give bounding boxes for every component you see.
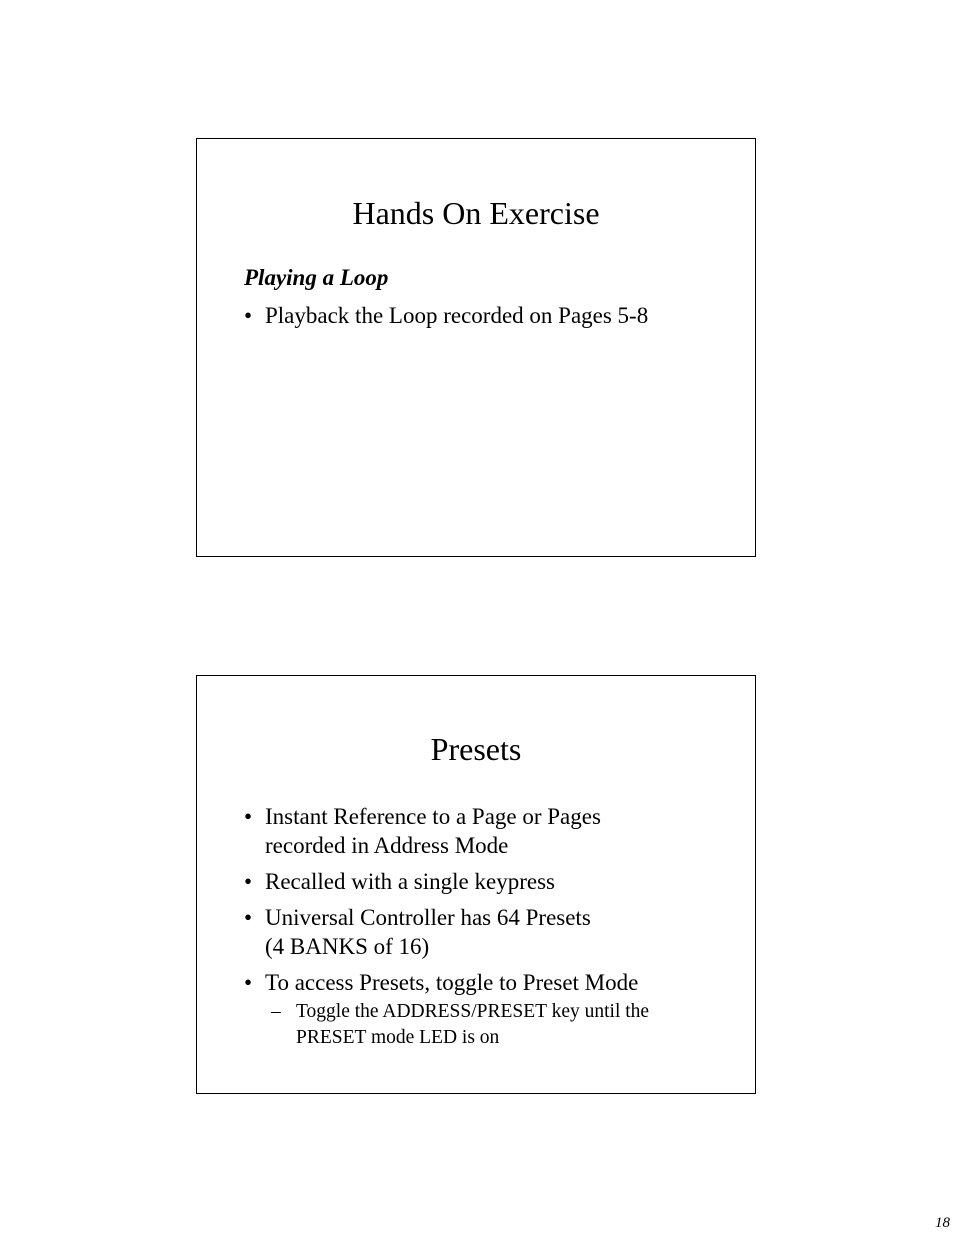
sub-bullet-text: Toggle the ADDRESS/PRESET key until the [296, 1001, 650, 1022]
bullet-icon: • [244, 905, 253, 930]
bullet-icon: • [244, 970, 253, 995]
sub-bullet-list [265, 999, 735, 1051]
bullet-icon: • [244, 804, 253, 829]
bullet-item [244, 301, 735, 330]
bullet-list [244, 301, 735, 337]
sub-bullet-text: PRESET mode LED is on [296, 1027, 500, 1048]
sub-bullet-item [271, 999, 735, 1051]
slide-presets [196, 675, 756, 1094]
slide-hands-on-exercise [196, 138, 756, 557]
bullet-text: Playback the Loop recorded on Pages 5-8 [265, 303, 649, 328]
bullet-icon: • [244, 869, 253, 894]
bullet-text: Instant Reference to a Page or Pages [265, 804, 601, 829]
slide-subheading: Playing a Loop [244, 265, 389, 290]
bullet-item [244, 903, 735, 961]
bullet-text: recorded in Address Mode [265, 833, 509, 858]
slide-title: Hands On Exercise [352, 195, 600, 231]
bullet-text: To access Presets, toggle to Preset Mode [265, 970, 639, 995]
bullet-item [244, 867, 735, 896]
bullet-text: (4 BANKS of 16) [265, 934, 430, 959]
slide-title: Presets [430, 731, 522, 767]
bullet-list [244, 802, 735, 1058]
bullet-text: Universal Controller has 64 Presets [265, 905, 591, 930]
bullet-item [244, 968, 735, 1051]
page-number: 18 [935, 1215, 950, 1231]
dash-icon: – [271, 1001, 281, 1022]
bullet-text: Recalled with a single keypress [265, 869, 555, 894]
bullet-item [244, 802, 735, 860]
bullet-icon: • [244, 303, 253, 328]
